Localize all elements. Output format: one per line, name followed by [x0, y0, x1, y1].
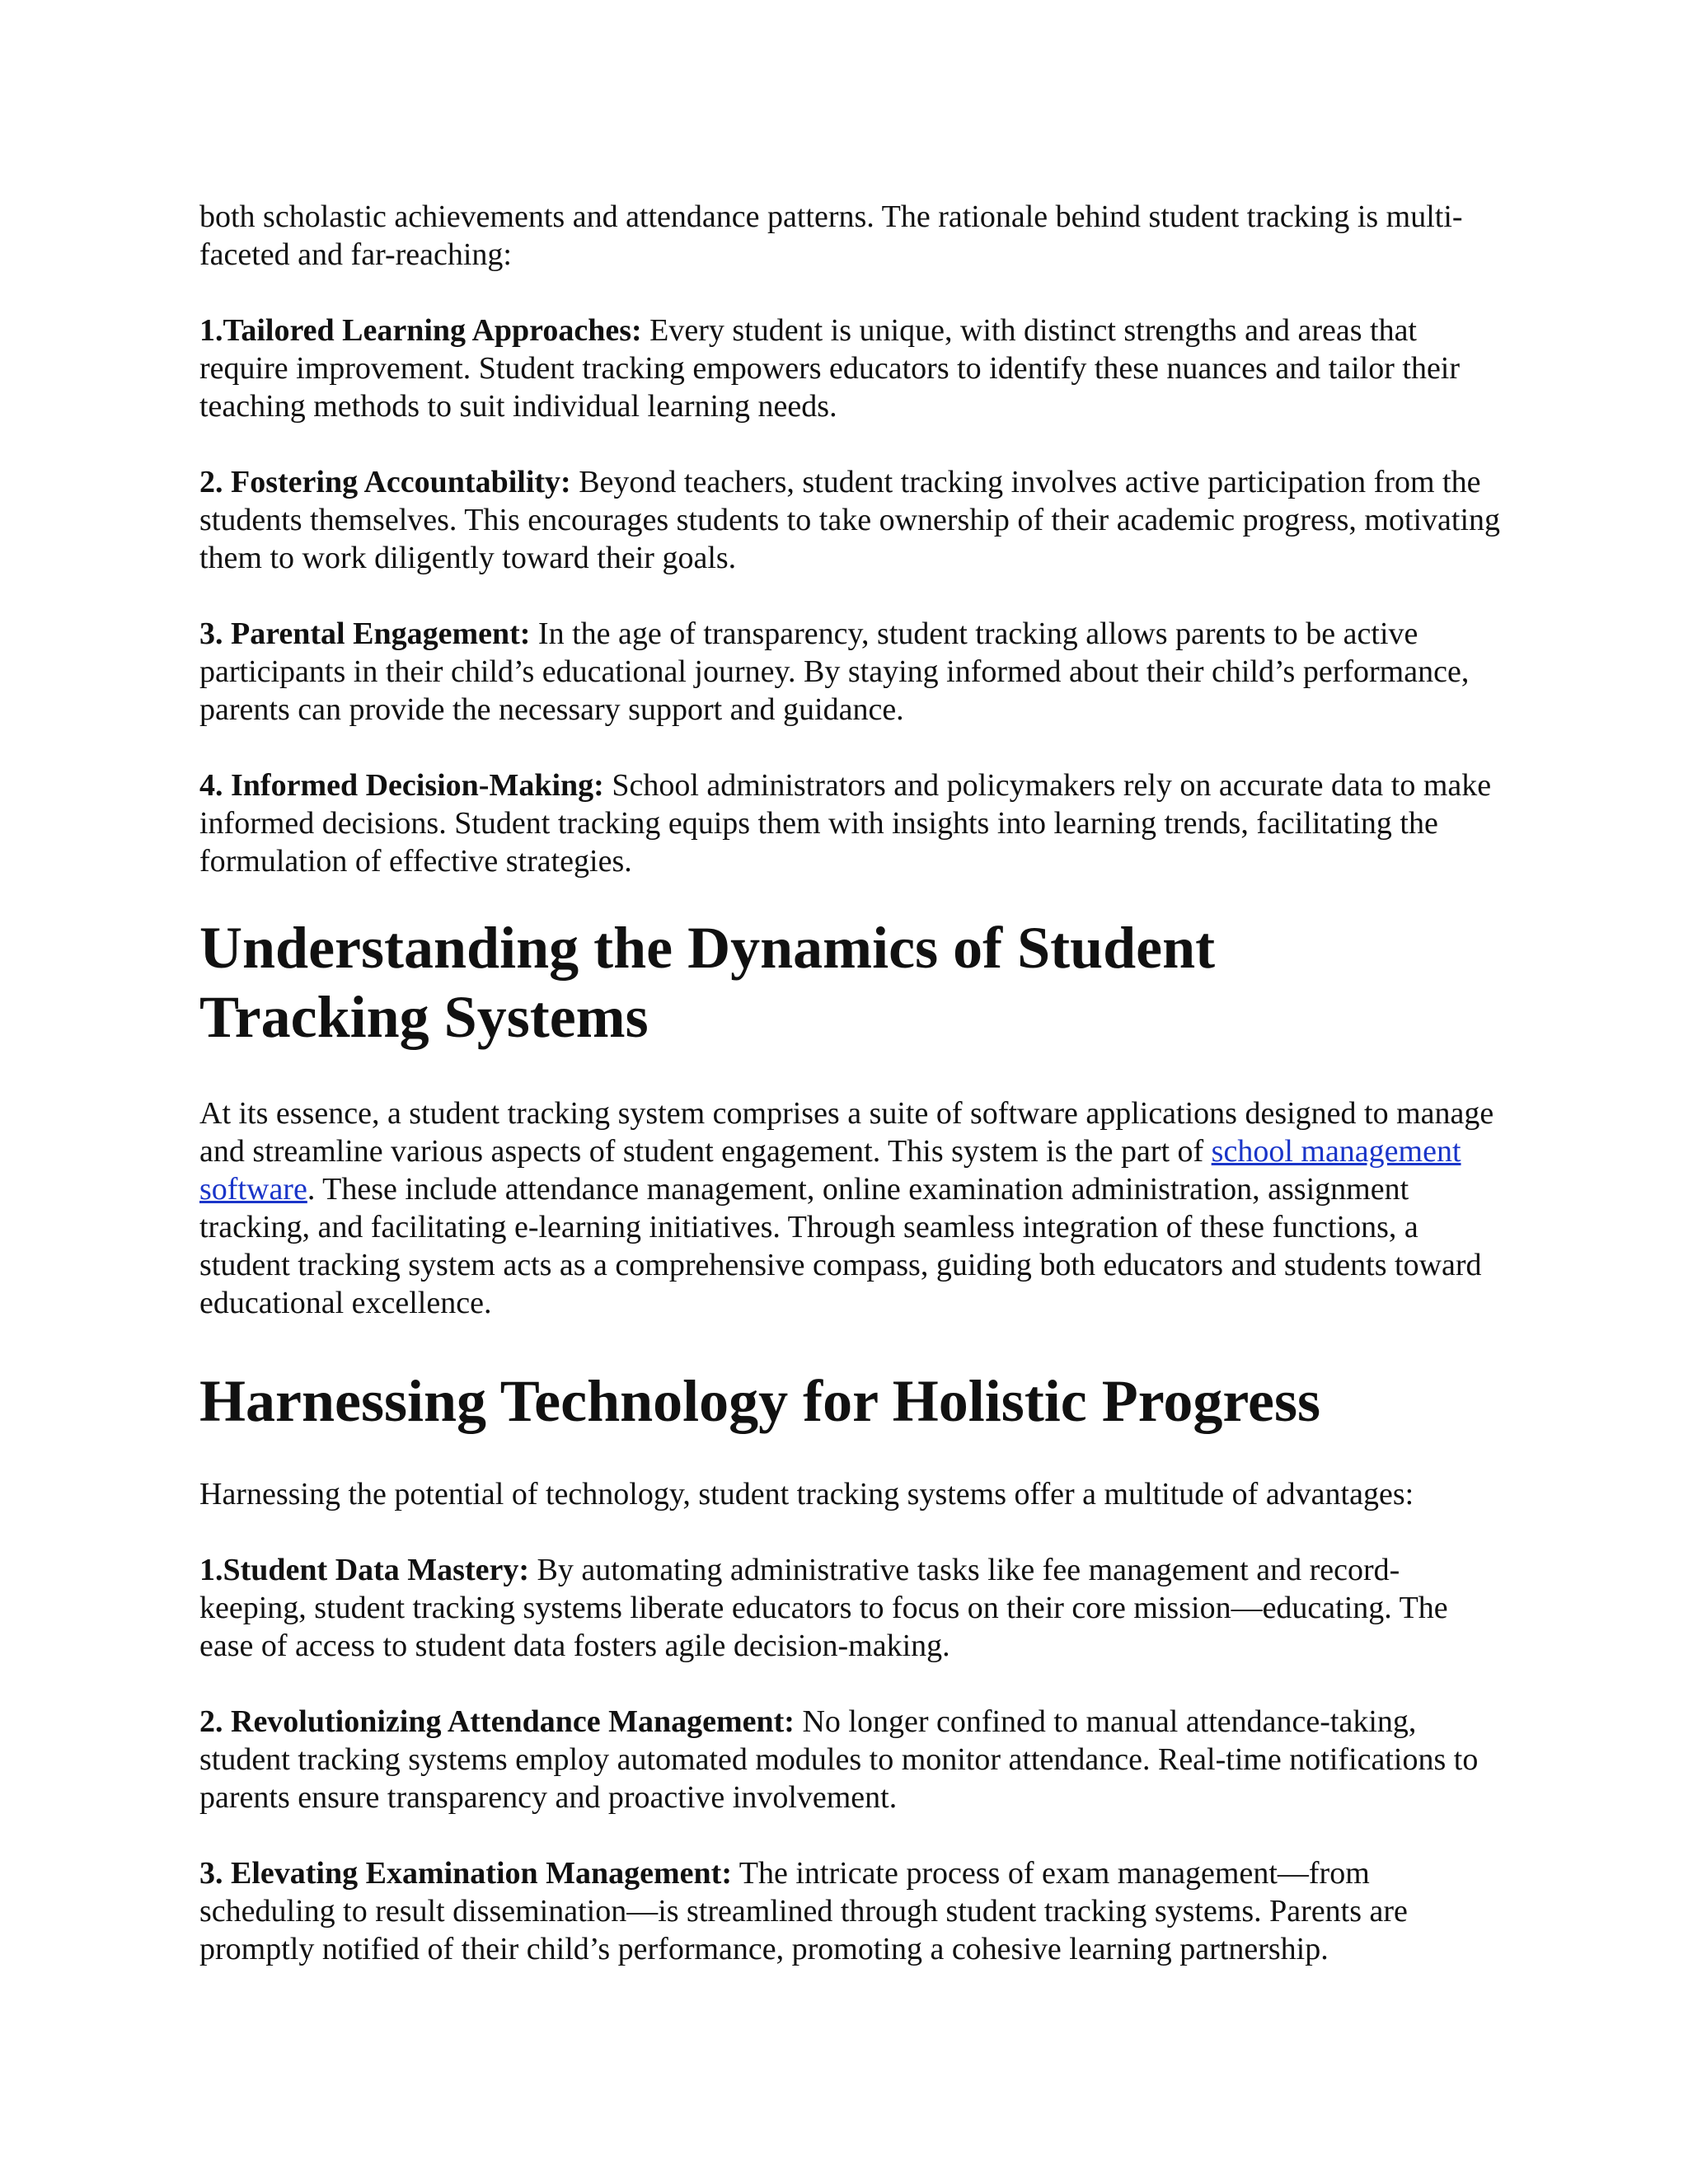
essence-paragraph: [199, 1094, 1502, 1322]
item-text: School administrators and policymakers rely on accurate data to make informed decisions. Student tracking equips them with insights into learning trends, facilitating the formulation of effective strategies.: [199, 768, 1492, 879]
item-heading: 1.Tailored Learning Approaches:: [199, 313, 642, 348]
document-page: [199, 198, 1502, 2006]
item-heading: 2. Revolutionizing Attendance Management:: [199, 1704, 795, 1739]
item-text: The intricate process of exam management—from scheduling to result dissemination—is streamlined through student tracking systems. Parents are promptly notified of their child’s performance, promoting a cohesive learning partnership.: [199, 1856, 1408, 1966]
rationale-item-1: [199, 312, 1502, 425]
item-text: No longer confined to manual attendance-taking, student tracking systems employ automated modules to monitor attendance. Real-time notifications to parents ensure transparency and proactive involvement.: [199, 1704, 1479, 1815]
item-heading: 3. Elevating Examination Management:: [199, 1856, 732, 1891]
item-heading: 3. Parental Engagement:: [199, 616, 531, 651]
advantage-item-1: [199, 1551, 1502, 1665]
essence-text-after-link: . These include attendance management, online examination administration, assignment tracking, and facilitating e-learning initiatives. Through seamless integration of these functions, a student tracking system acts as a comprehensive compass, guiding both educators and students toward educational excellence.: [199, 1172, 1482, 1320]
item-text: By automating administrative tasks like fee management and record-keeping, student tracking systems liberate educators to focus on their core mission—educating. The ease of access to student data fosters agile decision-making.: [199, 1553, 1448, 1663]
item-heading: 1.Student Data Mastery:: [199, 1553, 530, 1587]
essence-text-before-link: At its essence, a student tracking system comprises a suite of software applications designed to manage and streamline various aspects of student engagement. This system is the part of: [199, 1096, 1494, 1169]
rationale-item-4: [199, 766, 1502, 880]
item-text: In the age of transparency, student tracking allows parents to be active participants in their child’s educational journey. By staying informed about their child’s performance, parents can provide the necessary support and guidance.: [199, 616, 1470, 727]
section-heading-understanding: [199, 913, 1502, 1052]
item-text: Beyond teachers, student tracking involves active participation from the students themselves. This encourages students to take ownership of their academic progress, motivating them to work diligently toward their goals.: [199, 465, 1501, 575]
intro-paragraph: both scholastic achievements and attendance patterns. The rationale behind student tracking is multi-faceted and far-reaching:: [199, 199, 1463, 272]
section-heading-harnessing: Harnessing Technology for Holistic Progress: [199, 1368, 1321, 1434]
advantage-item-3: [199, 1854, 1502, 1968]
rationale-item-2: [199, 463, 1502, 577]
item-text: Every student is unique, with distinct strengths and areas that require improvement. Student tracking empowers educators to identify these nuances and tailor their teaching methods to suit individual learning needs.: [199, 313, 1461, 424]
school-management-software-link[interactable]: school management software: [199, 1134, 1461, 1207]
potential-paragraph: Harnessing the potential of technology, student tracking systems offer a multitude of advantages:: [199, 1477, 1414, 1511]
heading-line-2: Tracking Systems: [199, 984, 649, 1050]
advantage-item-2: [199, 1703, 1502, 1816]
item-heading: 2. Fostering Accountability:: [199, 465, 571, 499]
item-heading: 4. Informed Decision-Making:: [199, 768, 604, 803]
heading-line-1: Understanding the Dynamics of Student: [199, 915, 1216, 981]
rationale-item-3: [199, 615, 1502, 729]
